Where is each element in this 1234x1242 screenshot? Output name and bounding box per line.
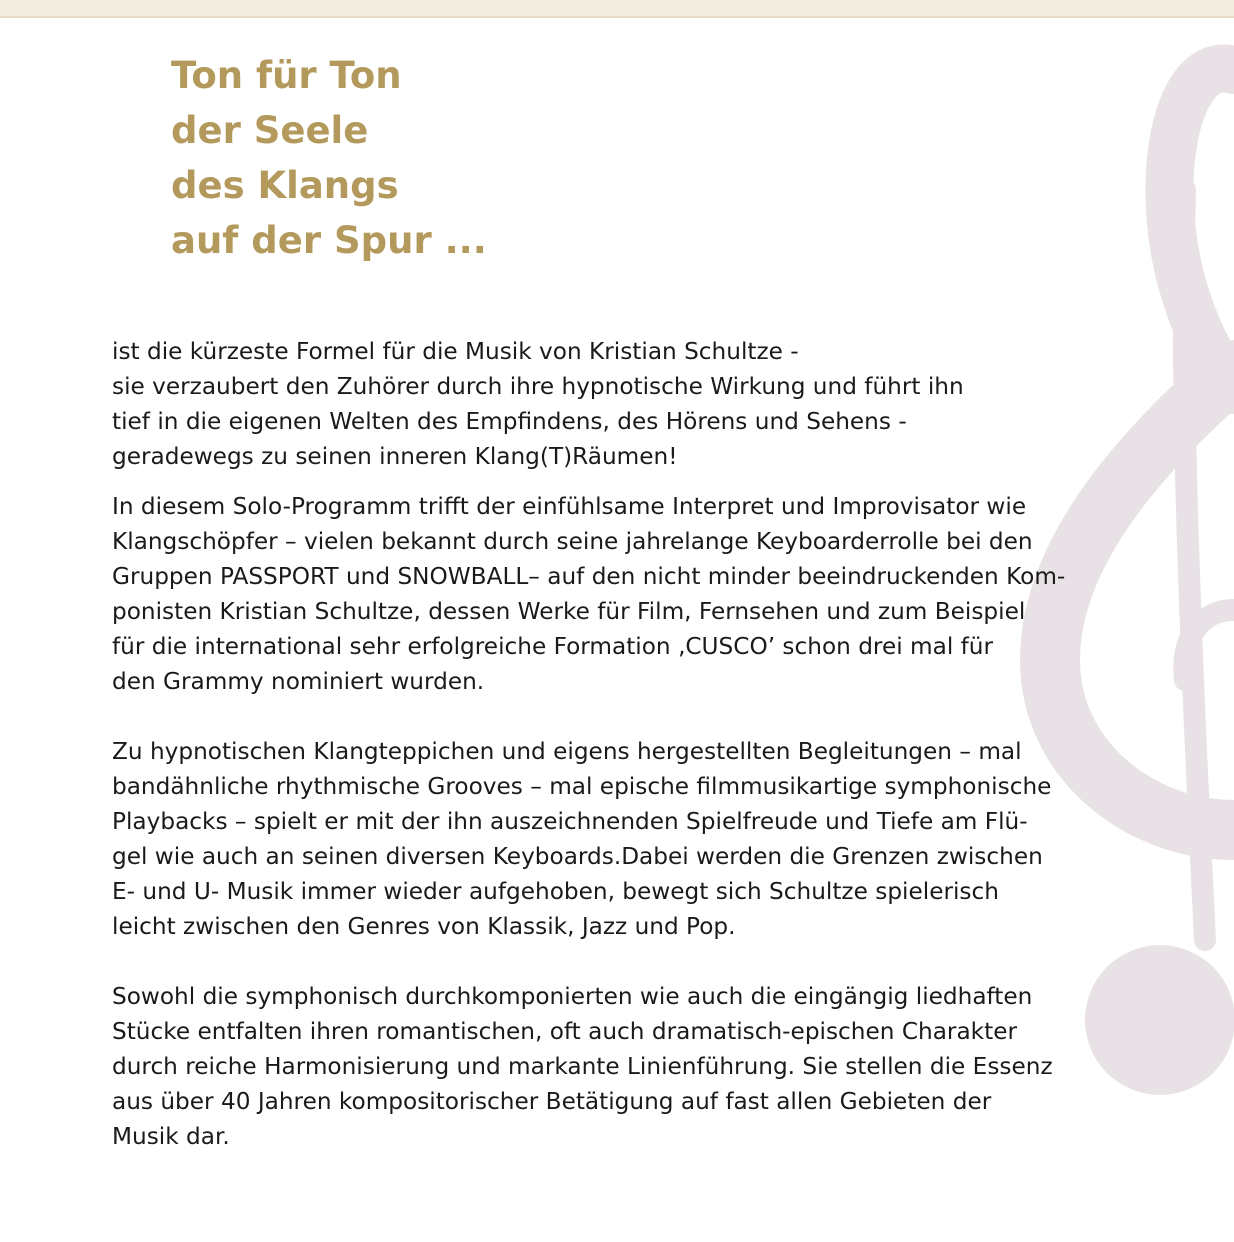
text-line: durch reiche Harmonisierung und markante Linienführung. Sie stellen die Essenz [112, 1053, 1053, 1080]
text-line: Musik dar. [112, 1123, 230, 1150]
paragraph-sound-carpets [112, 734, 1192, 944]
text-line: Zu hypnotischen Klangteppichen und eigens hergestellten Begleitungen – mal [112, 738, 1022, 765]
text-line: Klangschöpfer – vielen bekannt durch seine jahrelange Keyboarderrolle bei den [112, 528, 1033, 555]
text-line: leicht zwischen den Genres von Klassik, Jazz und Pop. [112, 913, 736, 940]
text-line: sie verzaubert den Zuhörer durch ihre hypnotische Wirkung und führt ihn [112, 373, 964, 400]
paragraph-intro [112, 334, 1192, 474]
text-line: Sowohl die symphonisch durchkomponierten wie auch die eingängig liedhaften [112, 983, 1033, 1010]
text-line: ponisten Kristian Schultze, dessen Werke für Film, Fernsehen und zum Beispiel [112, 598, 1026, 625]
text-line: E- und U- Musik immer wieder aufgehoben, bewegt sich Schultze spielerisch [112, 878, 999, 905]
headline-line: Ton für Ton [171, 54, 402, 97]
text-line: aus über 40 Jahren kompositorischer Betätigung auf fast allen Gebieten der [112, 1088, 992, 1115]
text-line: für die international sehr erfolgreiche Formation ‚CUSCO’ schon drei mal für [112, 633, 994, 660]
text-line: tief in die eigenen Welten des Empfindens, des Hörens und Sehens - [112, 408, 907, 435]
headline-line: der Seele [171, 109, 369, 152]
headline-line: auf der Spur ... [171, 219, 487, 262]
text-line: Playbacks – spielt er mit der ihn auszeichnenden Spielfreude und Tiefe am Flü- [112, 808, 1028, 835]
text-line: gel wie auch an seinen diversen Keyboards.Dabei werden die Grenzen zwischen [112, 843, 1043, 870]
headline-line: des Klangs [171, 164, 399, 207]
body-text [112, 334, 1192, 1154]
text-line: bandähnliche rhythmische Grooves – mal epische filmmusikartige symphonische [112, 773, 1052, 800]
text-line: In diesem Solo-Programm trifft der einfühlsame Interpret und Improvisator wie [112, 493, 1027, 520]
top-band [0, 0, 1234, 18]
text-line: Stücke entfalten ihren romantischen, oft auch dramatisch-epischen Charakter [112, 1018, 1017, 1045]
text-line: den Grammy nominiert wurden. [112, 668, 485, 695]
paragraph-solo-program [112, 489, 1192, 699]
text-line: geradewegs zu seinen inneren Klang(T)Räumen! [112, 443, 678, 470]
headline [171, 48, 487, 268]
paragraph-compositions [112, 979, 1192, 1154]
text-line: Gruppen PASSPORT und SNOWBALL– auf den nicht minder beeindruckenden Kom- [112, 563, 1066, 590]
text-line: ist die kürzeste Formel für die Musik von Kristian Schultze - [112, 338, 799, 365]
